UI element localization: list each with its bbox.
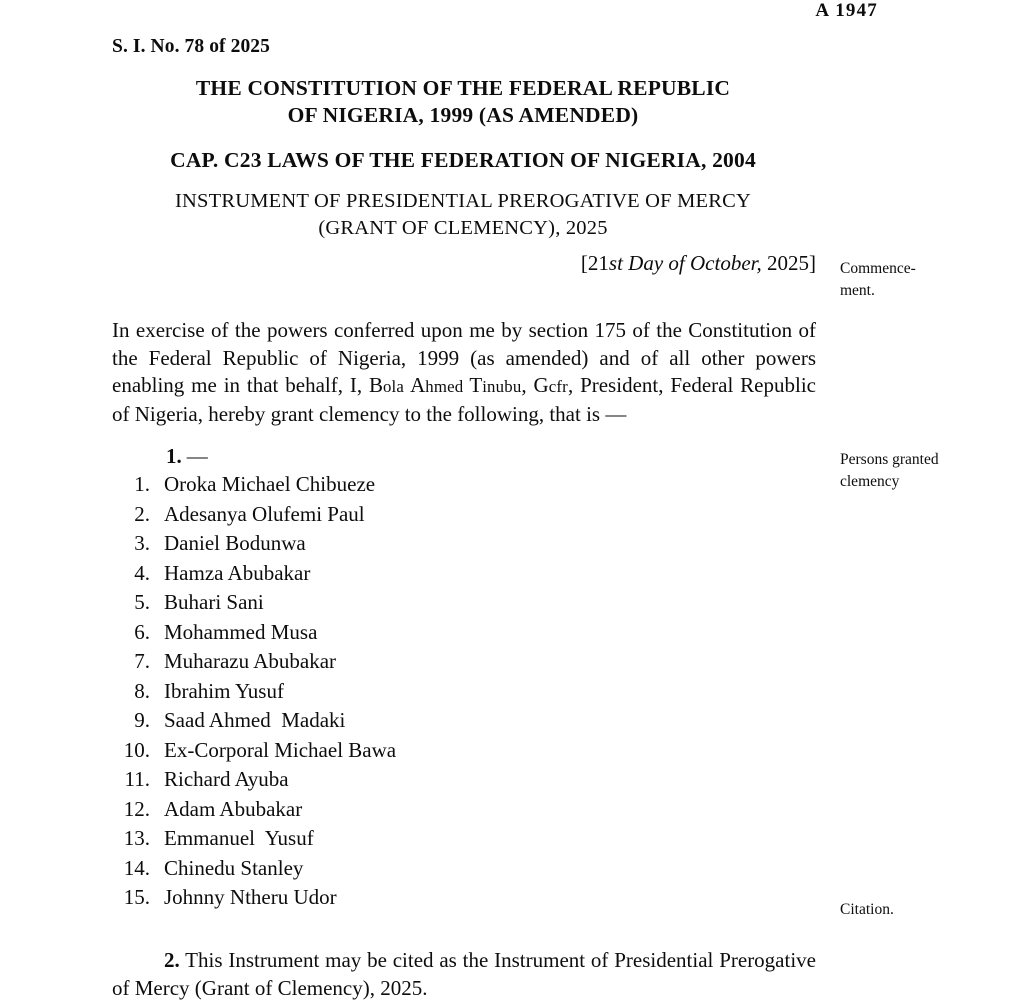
commencement-date (0, 251, 816, 276)
list-item (112, 885, 632, 915)
president-name-inubu: inubu (482, 377, 522, 397)
list-item (112, 738, 632, 768)
enacting-text-tail: , President, Federal Republic of Nigeria, hereby grant clemency to the following, that is — (112, 373, 816, 426)
clemency-names-list (112, 472, 632, 915)
list-item-name: Emmanuel Yusuf (164, 826, 314, 850)
margin-note-citation: Citation. (840, 901, 894, 918)
list-item-number: 2. (134, 501, 150, 526)
list-item-number: 8. (134, 678, 150, 703)
document-title-block (0, 75, 926, 242)
list-item-name: Hamza Abubakar (164, 560, 311, 585)
list-item (112, 590, 632, 620)
list-item (112, 797, 632, 827)
list-item-name: Daniel Bodunwa (164, 531, 306, 555)
date-day-text: st Day of October, (608, 251, 762, 275)
list-item-name: Richard Ayuba (164, 767, 289, 791)
list-item-number: 7. (134, 649, 150, 673)
list-item (112, 767, 632, 797)
page-number-header: A 1947 (815, 0, 878, 21)
citation-paragraph (112, 947, 816, 1002)
cap-reference-title: CAP. C23 LAWS OF THE FEDERATION OF NIGERIA, 2004 (170, 148, 756, 172)
list-item-name: Ex-Corporal Michael Bawa (164, 737, 397, 762)
president-name-a: A (410, 373, 426, 398)
list-item-number: 4. (134, 560, 150, 585)
clause-one-dash: — (186, 444, 208, 468)
enacting-paragraph (112, 317, 816, 428)
date-close-bracket: ] (809, 251, 816, 275)
list-item (112, 679, 632, 709)
date-open-bracket: [ (580, 251, 588, 275)
list-item-name: Ibrahim Yusuf (164, 678, 284, 703)
honours-cfr: cfr (548, 377, 568, 397)
list-item-name: Oroka Michael Chibueze (164, 472, 376, 496)
constitution-title-line-2: OF NIGERIA, 1999 (AS AMENDED) (287, 103, 639, 127)
list-item-number: 11. (124, 767, 150, 791)
list-item-number: 5. (134, 590, 150, 614)
margin-note-commencement: Commence- ment. (840, 260, 916, 299)
list-item-number: 10. (123, 737, 150, 762)
list-item-number: 12. (123, 796, 150, 821)
president-name (369, 373, 521, 397)
list-item (112, 561, 632, 591)
statutory-instrument-number: S. I. No. 78 of 2025 (112, 36, 271, 57)
date-year: 2025 (761, 251, 809, 275)
president-name-hmed: hmed (425, 377, 470, 397)
list-item-name: Buhari Sani (164, 590, 264, 614)
list-item-number: 14. (123, 855, 150, 880)
list-item (112, 856, 632, 886)
list-item-name: Mohammed Musa (164, 619, 318, 644)
clause-one-number: 1. (166, 444, 182, 468)
margin-note-persons-granted-clemency: Persons granted clemency (840, 451, 939, 490)
list-item-name: Johnny Ntheru Udor (164, 885, 337, 909)
list-item-number: 9. (134, 708, 150, 732)
list-item (112, 708, 632, 738)
list-item-name: Adesanya Olufemi Paul (164, 501, 365, 526)
list-item-name: Saad Ahmed Madaki (164, 708, 346, 732)
enacting-text-lead: In exercise of the powers conferred upon me by section 175 of the Constitution of the Federal Republic of Nigeria, 1999 (as amended) and of all other powers enabling me in that behalf, I, (112, 318, 816, 398)
list-item (112, 620, 632, 650)
list-item (112, 502, 632, 532)
list-item (112, 531, 632, 561)
date-day-number: 21 (587, 251, 609, 275)
list-item-number: 6. (134, 619, 150, 644)
list-item-name: Chinedu Stanley (164, 855, 304, 880)
clause-two-text: This Instrument may be cited as the Instrument of Presidential Prerogative of Mercy (Grant of Clemency), 2025. (112, 948, 816, 1000)
list-item-number: 15. (123, 885, 150, 909)
honours-g: G (533, 373, 549, 398)
president-name-ola: ola (382, 377, 411, 397)
list-item (112, 472, 632, 502)
clause-one-marker (166, 444, 208, 469)
instrument-title-line-2: (GRANT OF CLEMENCY), 2025 (318, 217, 608, 239)
instrument-title (0, 188, 926, 242)
list-item-name: Muharazu Abubakar (164, 649, 337, 673)
list-item-number: 3. (134, 531, 150, 555)
list-item-number: 13. (123, 826, 150, 850)
list-item-number: 1. (134, 472, 150, 496)
president-name-t: T (469, 373, 483, 398)
list-item-name: Adam Abubakar (164, 796, 303, 821)
enacting-comma: , (521, 373, 534, 398)
instrument-title-line-1: INSTRUMENT OF PRESIDENTIAL PREROGATIVE OF MERCY (174, 190, 752, 212)
list-item (112, 826, 632, 856)
constitution-title-line-1: THE CONSTITUTION OF THE FEDERAL REPUBLIC (195, 76, 731, 100)
list-item (112, 649, 632, 679)
president-name-b: B (368, 373, 383, 398)
clause-two-number: 2. (164, 948, 180, 972)
constitution-title (0, 75, 926, 129)
